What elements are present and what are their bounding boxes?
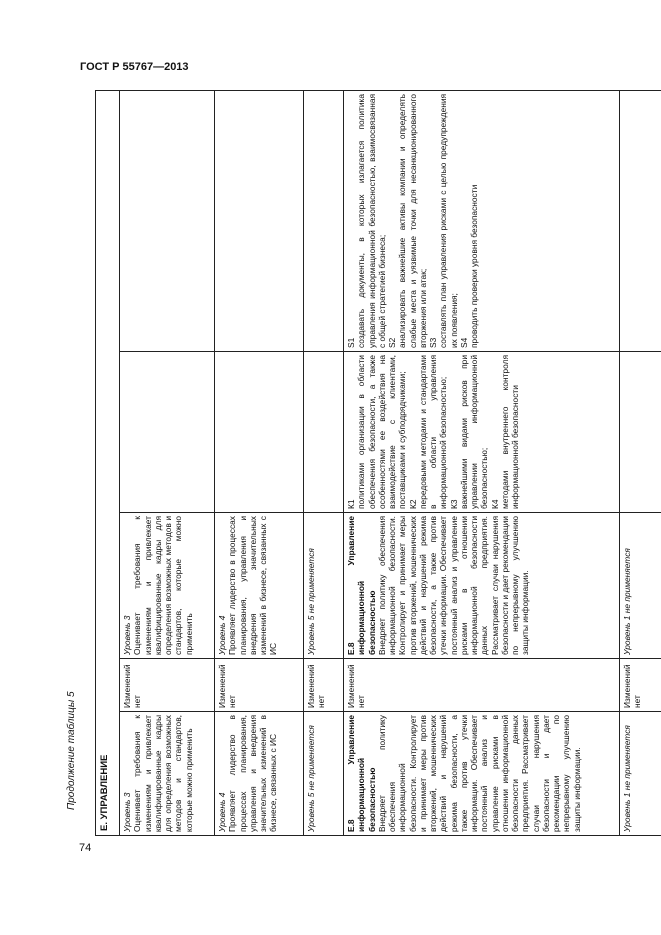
right-cell [344, 513, 620, 659]
knowledge-item: важнейшими видами рисков при управлении информационной безопасностью; [458, 355, 490, 509]
level-title: Уровень 3 [122, 792, 132, 832]
skill-item: составлять план управления рисками с целью предупреждения их появления; [438, 93, 459, 348]
competence-table [95, 90, 661, 836]
right-cell [620, 513, 661, 659]
skill-code: S3 [428, 337, 438, 348]
rotated-table [95, 91, 661, 836]
table-row [215, 90, 304, 835]
knowledge-code: К3 [448, 499, 459, 509]
competence-description: Внедряет политику обеспечения информационной безопасности. Контролирует и принимает меры против вторжений, мошеннических действий и нарушений режима безопасности, а также против утечки информации. Обеспечивает постоянный анализ и управление рисками в отношении информационной безопасности данных предприятия. Рассматривает случаи нарушения безопасности и дает рекомендации по непрерывному улучшению защиты информации. [376, 516, 531, 655]
section-title: Е. УПРАВЛЕНИЕ [96, 90, 120, 835]
left-cell [620, 712, 661, 836]
change-cell: Изменений нет [620, 659, 661, 712]
level-title: Уровень 4 [217, 615, 227, 655]
competence-title: Е.8 Управление информационной безопасностью [346, 715, 377, 832]
level-title: Уровень 1 не применяется [622, 725, 632, 832]
skills-cell [344, 90, 620, 351]
table-row [120, 90, 215, 835]
skill-item: анализировать важнейшие активы компании и определять слабые места и уязвимые точки для несанкционированного вторжения или атак; [397, 93, 428, 348]
level-title: Уровень 3 [122, 615, 132, 655]
right-cell [215, 513, 304, 659]
knowledge-code: К1 [346, 499, 356, 509]
right-cell [304, 513, 344, 659]
level-description: Оценивает требования к изменениям и привлекает квалифицированные кадры для определения возможных методов и стандартов, которые можно применить [132, 516, 194, 655]
level-description: Проявляет лидерство в процессах планирования, управления и внедрения значительных изменений в бизнесе, связанных с ИС [227, 715, 279, 832]
knowledge-cell [215, 352, 304, 513]
level-description: Оценивает требования к изменениям и привлекает квалифицированные кадры для определения возможных методов и стандартов, которые можно применить [132, 715, 194, 832]
skill-code: S1 [346, 337, 356, 348]
document-header: ГОСТ Р 55767—2013 [80, 61, 189, 73]
skills-cell [120, 90, 215, 351]
level-title: Уровень 1 не применяется [622, 548, 632, 655]
competence-title: Е.8 Управление информационной безопасностью [346, 516, 377, 655]
right-cell [120, 513, 215, 659]
left-cell [344, 712, 620, 836]
table-section-row [96, 90, 120, 835]
knowledge-cell [120, 352, 215, 513]
continuation-note-text: Продолжение таблицы 5 [66, 691, 77, 810]
level-title: Уровень 5 не применяется [306, 725, 316, 832]
skills-cell [620, 90, 661, 351]
page-number: 74 [79, 842, 92, 854]
skills-cell [304, 90, 344, 351]
knowledge-cell [304, 352, 344, 513]
skill-code: S4 [458, 337, 469, 348]
left-cell [215, 712, 304, 836]
change-cell: Изменений нет [215, 659, 304, 712]
level-description: Проявляет лидерство в процессах планирования, управления и внедрения значительных изменений в бизнесе, связанных с ИС [227, 516, 279, 655]
knowledge-code: К2 [407, 499, 418, 509]
knowledge-cell [620, 352, 661, 513]
change-cell: Изменений нет [344, 659, 620, 712]
level-title: Уровень 5 не применяется [306, 548, 316, 655]
left-cell [304, 712, 344, 836]
level-title: Уровень 4 [217, 792, 227, 832]
change-cell: Изменений нет [304, 659, 344, 712]
knowledge-item: передовыми методами и стандартами в области управления информационной безопасностью; [417, 355, 449, 509]
table-row [620, 90, 661, 835]
skill-code: S2 [387, 337, 397, 348]
knowledge-item: политиками организации в области обеспечения безопасности, а также особенностями ее воздействия на взаимодействие с клиентами, поставщиками и субподрядчиками; [356, 355, 408, 509]
skill-item: проводить проверки уровня безопасности [469, 184, 479, 348]
skill-item: создавать документы, в которых излагается политика управления информационной безопасностью, взаимосвязанная с общей стратегией бизнеса; [356, 93, 387, 348]
table-row [304, 90, 344, 835]
competence-description: Внедряет политику обеспечения информационной безопасности. Контролирует и принимает меры против вторжений, мошеннических действий и нарушений режима безопасности, а также против утечки информации. Обеспечивает постоянный анализ и управление рисками в отношении информационной безопасности данных предприятия. Рассматривает случаи нарушения безопасности и дает рекомендации по непрерывному улучшению защиты информации. [376, 715, 582, 832]
knowledge-item: методами внутреннего контроля информационной безопасности [499, 355, 520, 509]
knowledge-cell [344, 352, 620, 513]
knowledge-code: К4 [489, 499, 500, 509]
change-cell: Изменений нет [120, 659, 215, 712]
left-cell [120, 712, 215, 836]
skills-cell [215, 90, 304, 351]
table-row [344, 90, 620, 835]
